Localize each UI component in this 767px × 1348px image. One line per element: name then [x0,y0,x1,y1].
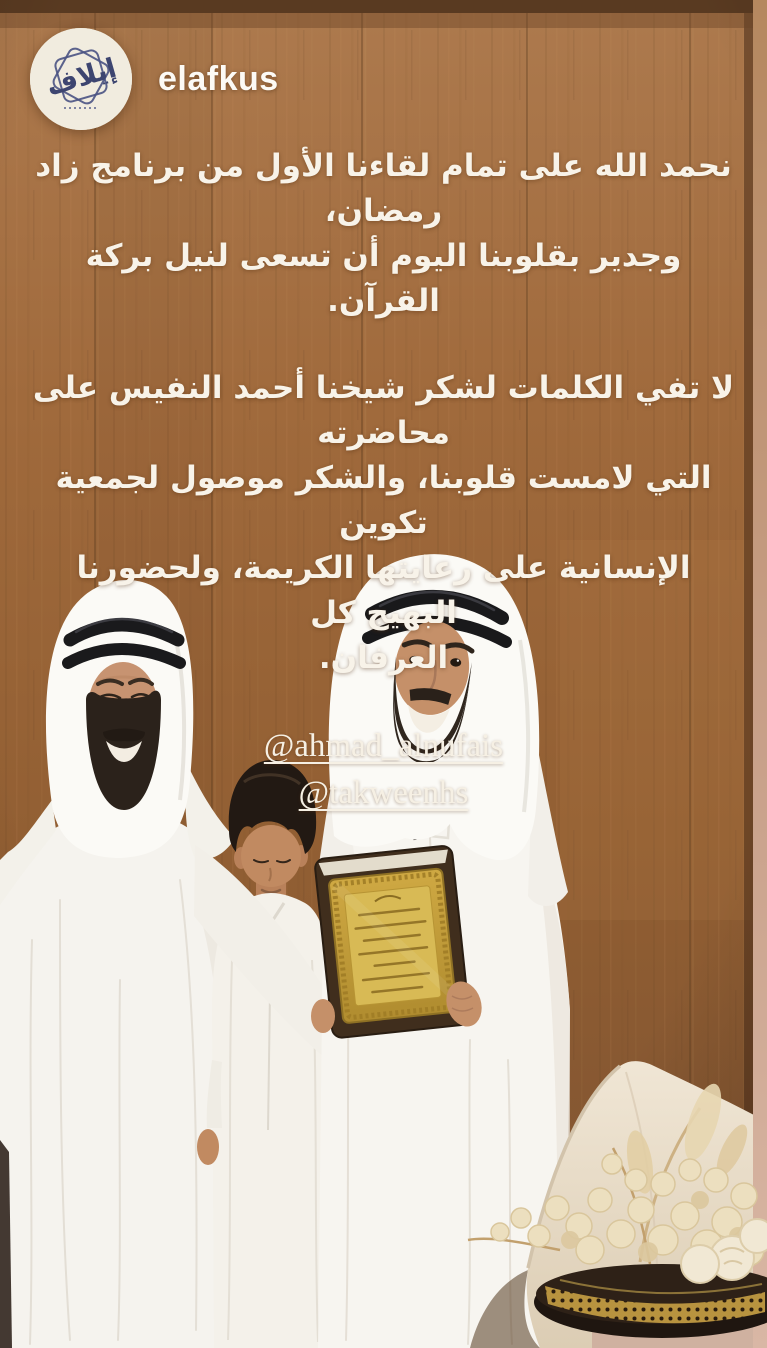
avatar[interactable] [30,28,132,130]
mention-ahmad-alnufais[interactable]: @ahmad_alnufais [263,728,504,764]
caption-line: وجدير بقلوبنا اليوم أن تسعى لنيل بركة القرآن. [85,238,682,319]
avatar-logo [30,28,132,130]
caption-paragraph-1 [30,144,737,324]
right-man-hand-2 [311,999,335,1033]
award-plaque [314,845,470,1038]
caption-line: العرفان. [318,640,449,676]
caption-overlay [0,144,767,817]
username[interactable]: elafkus [158,59,279,98]
avatar-logo-text: إيلاف [42,52,120,103]
mentions-block [30,723,737,817]
mention-takweenhs[interactable]: @takweenhs [298,775,469,811]
caption-paragraph-2 [30,366,737,681]
story-header [30,28,279,130]
caption-line: الإنسانية على رعايتها الكريمة، ولحضورنا البهيج كل [76,550,691,631]
caption-line: التي لامست قلوبنا، والشكر موصول لجمعية تكوين [55,460,712,541]
caption-line: لا تفي الكلمات لشكر شيخنا أحمد النفيس على محاضرته [32,370,735,451]
caption-line: نحمد الله على تمام لقاءنا الأول من برنامج زاد رمضان، [35,148,732,229]
